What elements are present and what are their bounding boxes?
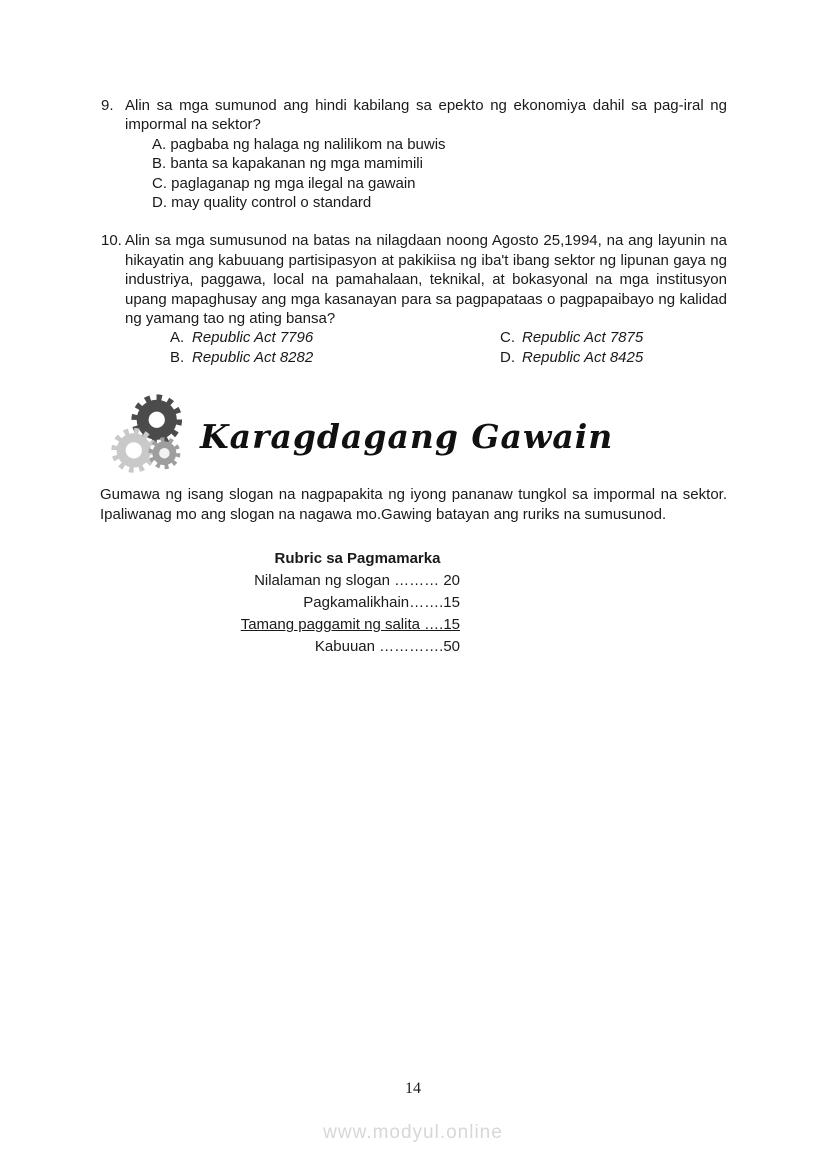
rubric: [170, 548, 545, 658]
question-10-option-a: A. Republic Act 7796: [170, 329, 314, 347]
question-10-options: [170, 328, 727, 367]
watermark: www.modyul.online: [323, 1122, 503, 1143]
section-title: Karagdagang Gawain: [200, 416, 614, 456]
activity-instructions: Gumawa ng isang slogan na nagpapakita ng iyong pananaw tungkol sa impormal na sektor. Ipaliwanag mo ang slogan na nagawa mo.Gawing batayan ang ruriks na sumusunod.: [100, 486, 727, 524]
question-10-number: 10.: [101, 232, 122, 250]
question-10-option-d: D. Republic Act 8425: [500, 348, 644, 366]
rubric-item: Pagkamalikhain…….15: [303, 594, 460, 612]
question-9-text: Alin sa mga sumunod ang hindi kabilang sa epekto ng ekonomiya dahil sa pag-iral ng impormal na sektor?: [125, 97, 727, 134]
rubric-item: Tamang paggamit ng salita ….15: [240, 616, 460, 634]
question-10: [100, 231, 727, 367]
question-9-option-a: A. pagbaba ng halaga ng nalilikom na buwis: [152, 135, 446, 153]
question-9-option-c: C. paglaganap ng mga ilegal na gawain: [152, 174, 416, 192]
question-10-option-b: B. Republic Act 8282: [170, 348, 314, 366]
question-9-option-d: D. may quality control o standard: [152, 194, 372, 212]
section-header: [108, 393, 727, 479]
rubric-item: Nilalaman ng slogan ……… 20: [254, 572, 460, 590]
question-9-options: [152, 135, 727, 213]
rubric-title: Rubric sa Pagmamarka: [274, 550, 441, 568]
page-number: 14: [405, 1080, 421, 1097]
rubric-item: Kabuuan ………….50: [314, 638, 460, 656]
question-10-option-c: C. Republic Act 7875: [500, 329, 644, 347]
question-9: [100, 96, 727, 212]
question-10-text: Alin sa mga sumusunod na batas na nilagdaan noong Agosto 25,1994, na ang layunin na hikayatin ang kabuuang partisipasyon at pakikiisa ng iba't ibang sektor ng lipunan gaya ng industriya, paggawa, local na pamahalaan, teknikal, at bokasyonal na mga institusyon upang mapaghusay ang mga kasanayan para sa pagpapataas o pagpapaibayo ng kalidad ng yamang tao ng ating bansa?: [125, 232, 727, 328]
question-9-number: 9.: [101, 97, 114, 114]
question-9-option-b: B. banta sa kapakanan ng mga mamimili: [152, 155, 423, 173]
gears-icon: [108, 393, 194, 479]
